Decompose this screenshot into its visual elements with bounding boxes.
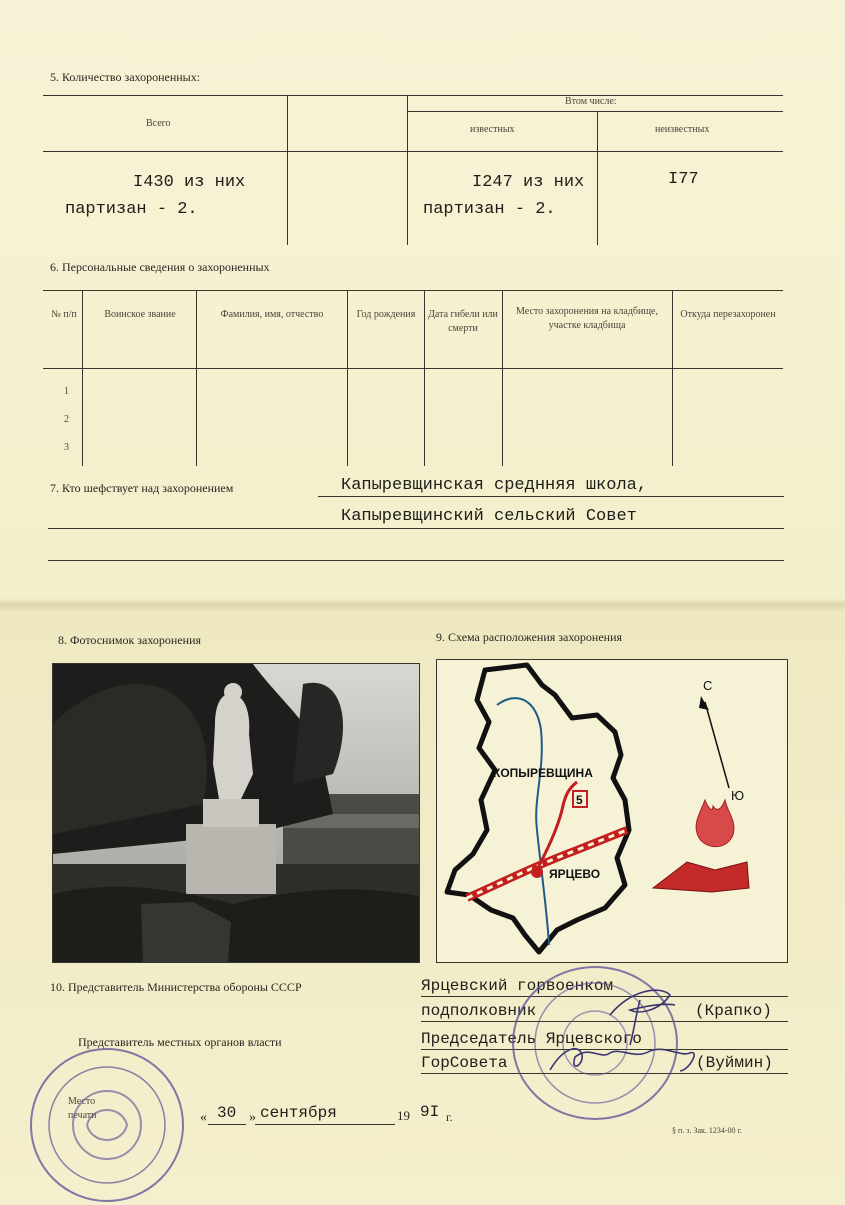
section6-title: 6. Персональные сведения о захороненных bbox=[50, 260, 270, 274]
local-line1: Председатель Ярцевского bbox=[421, 1030, 642, 1048]
col-known-header: известных bbox=[470, 124, 515, 135]
date-year-suffix: 9I bbox=[420, 1103, 440, 1121]
local-rep-title: Представитель местных органов власти bbox=[78, 1035, 282, 1049]
patron-line2: Капыревщинский сельский Совет bbox=[341, 507, 637, 526]
table5-top-line bbox=[43, 95, 783, 96]
date-suffix: г. bbox=[446, 1110, 453, 1124]
village-label: КОПЫРЕВЩИНА bbox=[493, 766, 593, 780]
monument-photo-image bbox=[53, 664, 419, 962]
signatures bbox=[540, 975, 760, 1085]
row-number-2: 2 bbox=[64, 414, 69, 425]
compass-needle bbox=[705, 702, 729, 788]
patron-underline-3 bbox=[48, 560, 784, 561]
table6-divider-1 bbox=[82, 290, 83, 466]
eternal-flame-icon bbox=[696, 800, 734, 847]
date-month: сентября bbox=[260, 1104, 337, 1122]
stamp-emblem bbox=[32, 1050, 182, 1200]
star-base-icon bbox=[653, 862, 749, 892]
date-quote-open: « bbox=[200, 1110, 207, 1125]
section7-title: 7. Кто шефствует над захоронением bbox=[50, 481, 234, 495]
military-stamp bbox=[30, 1048, 184, 1202]
district-border bbox=[447, 665, 629, 952]
table5-divider-3 bbox=[597, 111, 598, 245]
date-year-prefix: 19 bbox=[397, 1108, 410, 1123]
military-signature bbox=[610, 990, 675, 1045]
date-quote-close: » bbox=[249, 1110, 256, 1125]
col-total-header: Всего bbox=[146, 118, 171, 129]
known-value-line1: I247 из них bbox=[472, 173, 585, 192]
stamp-place-label: Место печати bbox=[68, 1096, 97, 1121]
header-reburied-from: Откуда перезахоронен bbox=[680, 309, 776, 320]
table5-header-line bbox=[43, 151, 783, 152]
burial-schema bbox=[436, 659, 788, 963]
patron-underline-2 bbox=[48, 528, 784, 529]
date-day-underline bbox=[208, 1124, 246, 1125]
col-unknown-header: неизвестных bbox=[655, 124, 710, 135]
section9-title: 9. Схема расположения захоронения bbox=[436, 630, 623, 644]
paper-fold bbox=[0, 598, 845, 612]
table5-sub-line bbox=[408, 111, 783, 112]
section8-title: 8. Фотоснимок захоронения bbox=[58, 633, 202, 647]
table6-divider-6 bbox=[672, 290, 673, 466]
location-map bbox=[437, 660, 787, 962]
burial-photo bbox=[52, 663, 420, 963]
section5-title: 5. Количество захороненных: bbox=[50, 70, 201, 84]
table6-divider-4 bbox=[424, 290, 425, 466]
header-birth-year: Год рождения bbox=[356, 309, 416, 320]
table5-divider-1 bbox=[287, 95, 288, 245]
town-label: ЯРЦЕВО bbox=[549, 867, 601, 881]
date-month-underline bbox=[255, 1124, 395, 1125]
date-day: 30 bbox=[217, 1104, 237, 1122]
patron-underline-1 bbox=[318, 496, 784, 497]
unknown-value: I77 bbox=[668, 170, 699, 189]
mil-name: (Крапко) bbox=[695, 1002, 772, 1020]
mil-line2: подполковник bbox=[421, 1002, 537, 1020]
local-line2: ГорСовета bbox=[421, 1054, 508, 1072]
header-full-name: Фамилия, имя, отчество bbox=[220, 309, 324, 320]
total-value-line1: I430 из них bbox=[133, 173, 246, 192]
col-including-header: Втом числе: bbox=[565, 96, 617, 107]
local-name: (Вуймин) bbox=[696, 1054, 773, 1072]
table6-divider-2 bbox=[196, 290, 197, 466]
north-label: С bbox=[703, 678, 713, 693]
total-value-line2: партизан - 2. bbox=[65, 200, 198, 219]
print-mark: § п. з. Зак. 1234-00 г. bbox=[672, 1126, 742, 1135]
compass-arrow bbox=[699, 696, 709, 710]
table5-divider-2 bbox=[407, 95, 408, 245]
header-rank: Воинское звание bbox=[104, 309, 176, 320]
river bbox=[497, 698, 549, 945]
section10-title: 10. Представитель Министерства обороны СССР bbox=[50, 980, 302, 994]
burial-marker-number: 5 bbox=[576, 793, 583, 807]
south-label: Ю bbox=[731, 788, 745, 803]
table6-divider-5 bbox=[502, 290, 503, 466]
row-number-1: 1 bbox=[64, 386, 69, 397]
header-death-date: Дата гибели или смерти bbox=[428, 309, 498, 334]
mil-line1: Ярцевский горвоенком bbox=[421, 977, 614, 995]
table6-divider-3 bbox=[347, 290, 348, 466]
town-marker bbox=[531, 866, 543, 878]
header-burial-place: Место захоронения на кладбище, участке кладбища bbox=[516, 306, 658, 331]
patron-line1: Капыревщинская среднняя школа, bbox=[341, 476, 648, 495]
row-number-3: 3 bbox=[64, 442, 69, 453]
known-value-line2: партизан - 2. bbox=[423, 200, 556, 219]
header-number: № п/п bbox=[51, 309, 77, 320]
council-signature bbox=[550, 1049, 694, 1071]
